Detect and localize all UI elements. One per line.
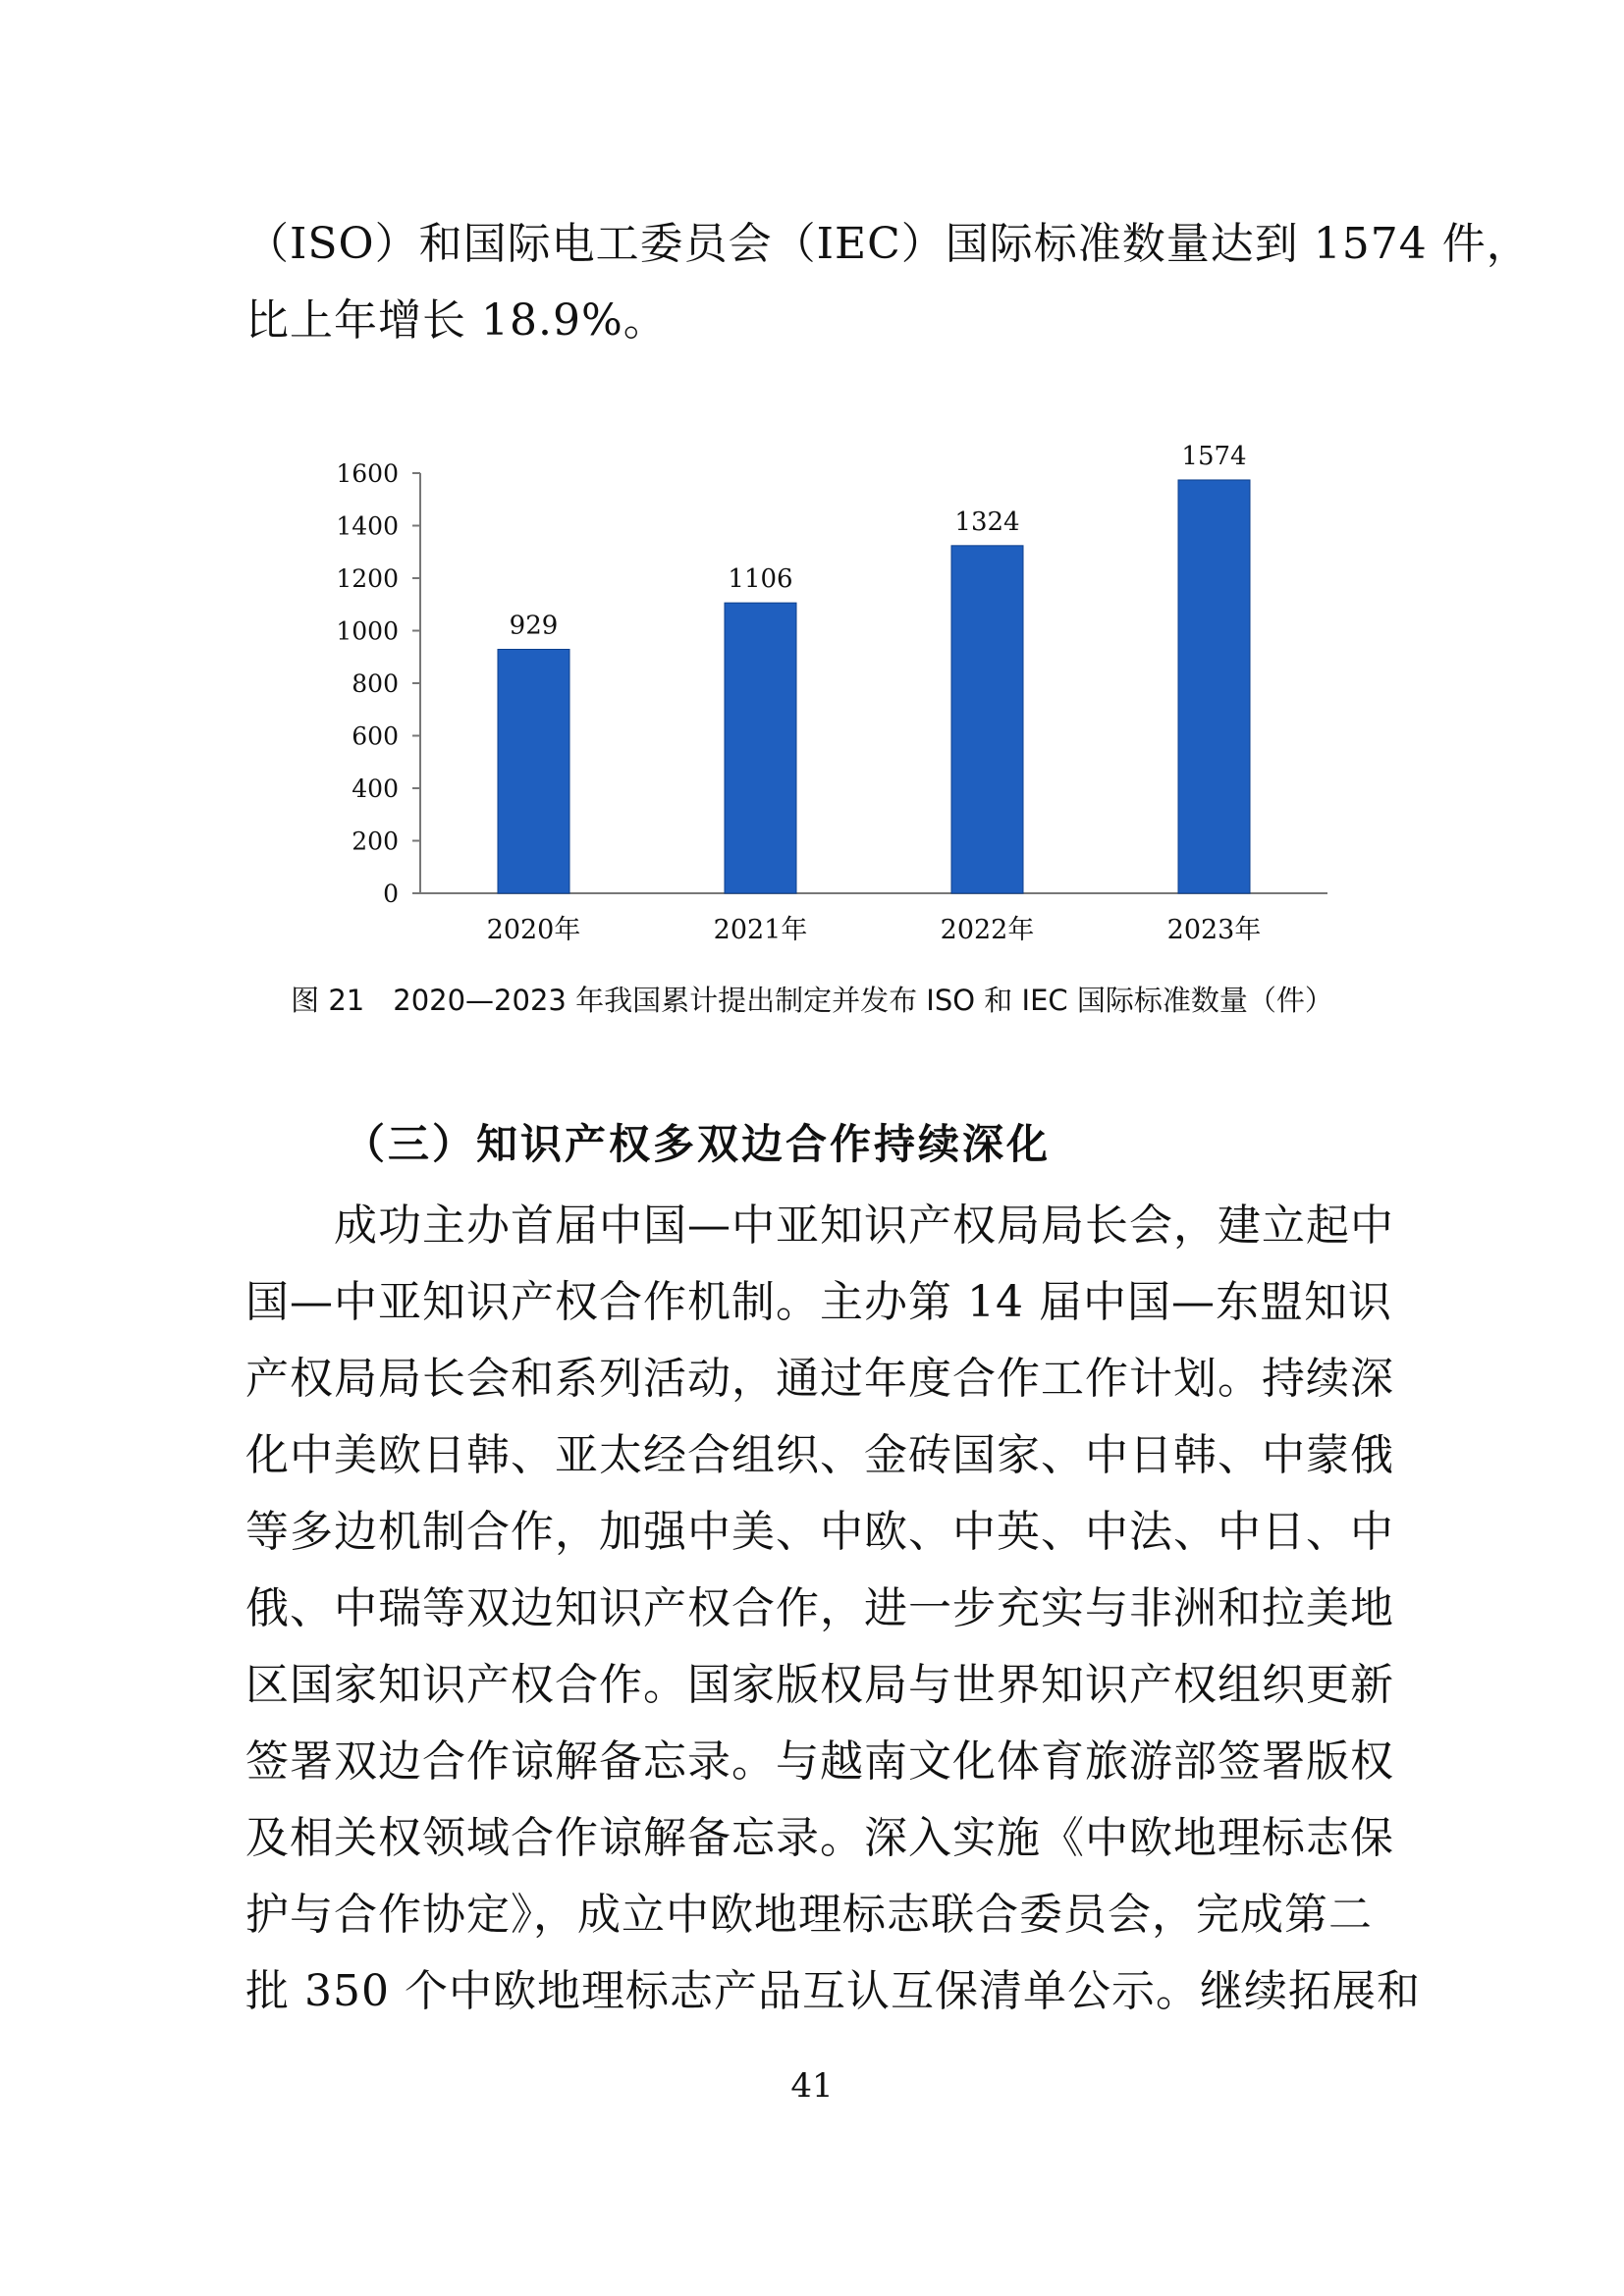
intro-line: 比上年增长 18.9%。 [245,295,668,346]
x-category-label: 2022年 [940,915,1035,945]
y-tick-label: 800 [352,669,399,698]
data-label: 1324 [954,507,1020,537]
body-line: 成功主办首届中国—中亚知识产权局局长会，建立起中 [245,1201,1394,1251]
y-tick-label: 0 [383,880,399,908]
bar-chart [0,0,1624,972]
bar [1178,480,1250,893]
bar [725,603,796,893]
y-tick-label: 1400 [336,511,399,541]
data-label: 929 [509,611,559,641]
y-tick-label: 600 [352,721,399,751]
y-tick-label: 200 [352,827,399,856]
body-line: 化中美欧日韩、亚太经合组织、金砖国家、中日韩、中蒙俄 [245,1430,1394,1480]
x-category-label: 2023年 [1166,915,1262,945]
body-line: 等多边机制合作，加强中美、中欧、中英、中法、中日、中 [245,1507,1394,1557]
figure-caption: 图 21 2020—2023 年我国累计提出制定并发布 ISO 和 IEC 国际标准数量（件） [291,984,1333,1017]
body-line: 及相关权领域合作谅解备忘录。深入实施《中欧地理标志保 [245,1813,1394,1863]
body-line: 护与合作协定》，成立中欧地理标志联合委员会，完成第二 [245,1890,1373,1940]
y-tick-label: 1200 [336,564,399,593]
intro-line: （ISO）和国际电工委员会（IEC）国际标准数量达到 1574 件， [245,219,1531,269]
chart-bars [498,442,1250,893]
body-line: 俄、中瑞等双边知识产权合作，进一步充实与非洲和拉美地 [245,1583,1394,1633]
y-tick-label: 1600 [336,459,399,488]
y-tick-label: 1000 [336,616,399,646]
data-label: 1574 [1181,441,1247,471]
x-category-label: 2020年 [486,915,581,945]
x-category-label: 2021年 [713,915,808,945]
data-label: 1106 [728,564,793,595]
body-line: 签署双边合作谅解备忘录。与越南文化体育旅游部签署版权 [245,1736,1394,1787]
body-line: 区国家知识产权合作。国家版权局与世界知识产权组织更新 [245,1660,1394,1710]
body-line: 批 350 个中欧地理标志产品互认互保清单公示。继续拓展和 [245,1966,1421,2016]
page-number: 41 [790,2066,834,2106]
body-line: 国—中亚知识产权合作机制。主办第 14 届中国—东盟知识 [245,1277,1392,1327]
bar [498,649,569,893]
y-tick-label: 400 [352,774,399,803]
section-heading: （三）知识产权多双边合作持续深化 [344,1120,1052,1168]
body-paragraph [245,1188,1421,2030]
bar [951,546,1023,893]
body-line: 产权局局长会和系列活动，通过年度合作工作计划。持续深 [245,1354,1394,1404]
